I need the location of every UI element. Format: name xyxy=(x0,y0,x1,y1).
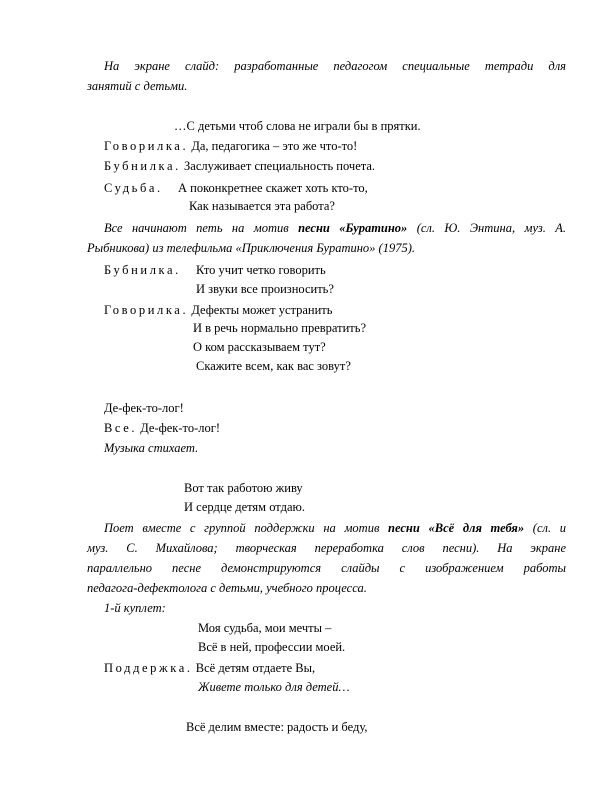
stage-direction: Музыка стихает. xyxy=(104,441,199,455)
song-title: песни «Всё для тебя» xyxy=(388,521,525,535)
speaker-name: Все. xyxy=(104,421,138,435)
stage-direction: параллельно песне демонстрируются слайды с изображением работы xyxy=(87,561,566,575)
verse-line: Кто учит четко говорить xyxy=(196,263,326,277)
verse-line: Живете только для детей… xyxy=(198,680,350,694)
dialogue-line: Говорилка. Да, педагогика – это же что-то! xyxy=(104,139,358,153)
dialogue-line: Бубнилка. Заслуживает специальность почета. xyxy=(104,159,376,173)
verse-line: Всё в ней, профессии моей. xyxy=(198,640,346,654)
speaker-name: Бубнилка. xyxy=(104,159,181,173)
speaker-name: Говорилка. xyxy=(104,303,189,317)
verse-line: …С детьми чтоб слова не играли бы в прятки. xyxy=(174,119,421,133)
verse-line: И сердце детям отдаю. xyxy=(184,500,305,514)
verse-heading: 1-й куплет: xyxy=(104,601,166,615)
dialogue-line xyxy=(104,180,163,196)
dialogue-line: Поддержка. Всё детям отдаете Вы, xyxy=(104,661,316,675)
song-title: песни «Буратино» xyxy=(298,221,408,235)
stage-direction: На экране слайд: разработанные педагогом специальные тетради для xyxy=(104,59,566,73)
stage-direction: Рыбникова) из телефильма «Приключения Буратино» (1975). xyxy=(87,241,415,255)
verse-line: Вот так работою живу xyxy=(184,481,303,495)
stage-direction: занятий с детьми. xyxy=(87,79,188,93)
verse-line: Как называется эта работа? xyxy=(189,199,335,213)
stage-direction: муз. С. Михайлова; творческая переработка слов песни). На экране xyxy=(87,541,566,555)
verse-line: И звуки все произносить? xyxy=(196,282,334,296)
dialogue-line: Говорилка. Дефекты может устранить xyxy=(104,303,333,317)
dialogue-line: Все. Де-фек-то-лог! xyxy=(104,421,221,435)
stage-direction: педагога-дефектолога с детьми, учебного процесса. xyxy=(87,581,367,595)
verse-line: Всё делим вместе: радость и беду, xyxy=(186,720,368,734)
verse-line: А поконкретнее скажет хоть кто-то, xyxy=(178,181,368,195)
verse-line: Де-фек-то-лог! xyxy=(104,401,184,415)
dialogue-line xyxy=(104,262,181,278)
speaker-name: Бубнилка. xyxy=(104,263,181,277)
stage-direction: Поет вместе с группой поддержки на мотив песни «Всё для тебя» (сл. и xyxy=(104,521,566,535)
verse-line: Скажите всем, как вас зовут? xyxy=(196,359,351,373)
verse-line: Моя судьба, мои мечты – xyxy=(198,621,332,635)
speaker-name: Судьба. xyxy=(104,181,163,195)
verse-line: О ком рассказываем тут? xyxy=(193,340,326,354)
speaker-name: Говорилка. xyxy=(104,139,189,153)
stage-direction: Все начинают петь на мотив песни «Буратино» (сл. Ю. Энтина, муз. А. xyxy=(104,221,566,235)
speaker-name: Поддержка. xyxy=(104,661,193,675)
verse-line: И в речь нормально превратить? xyxy=(193,321,366,335)
